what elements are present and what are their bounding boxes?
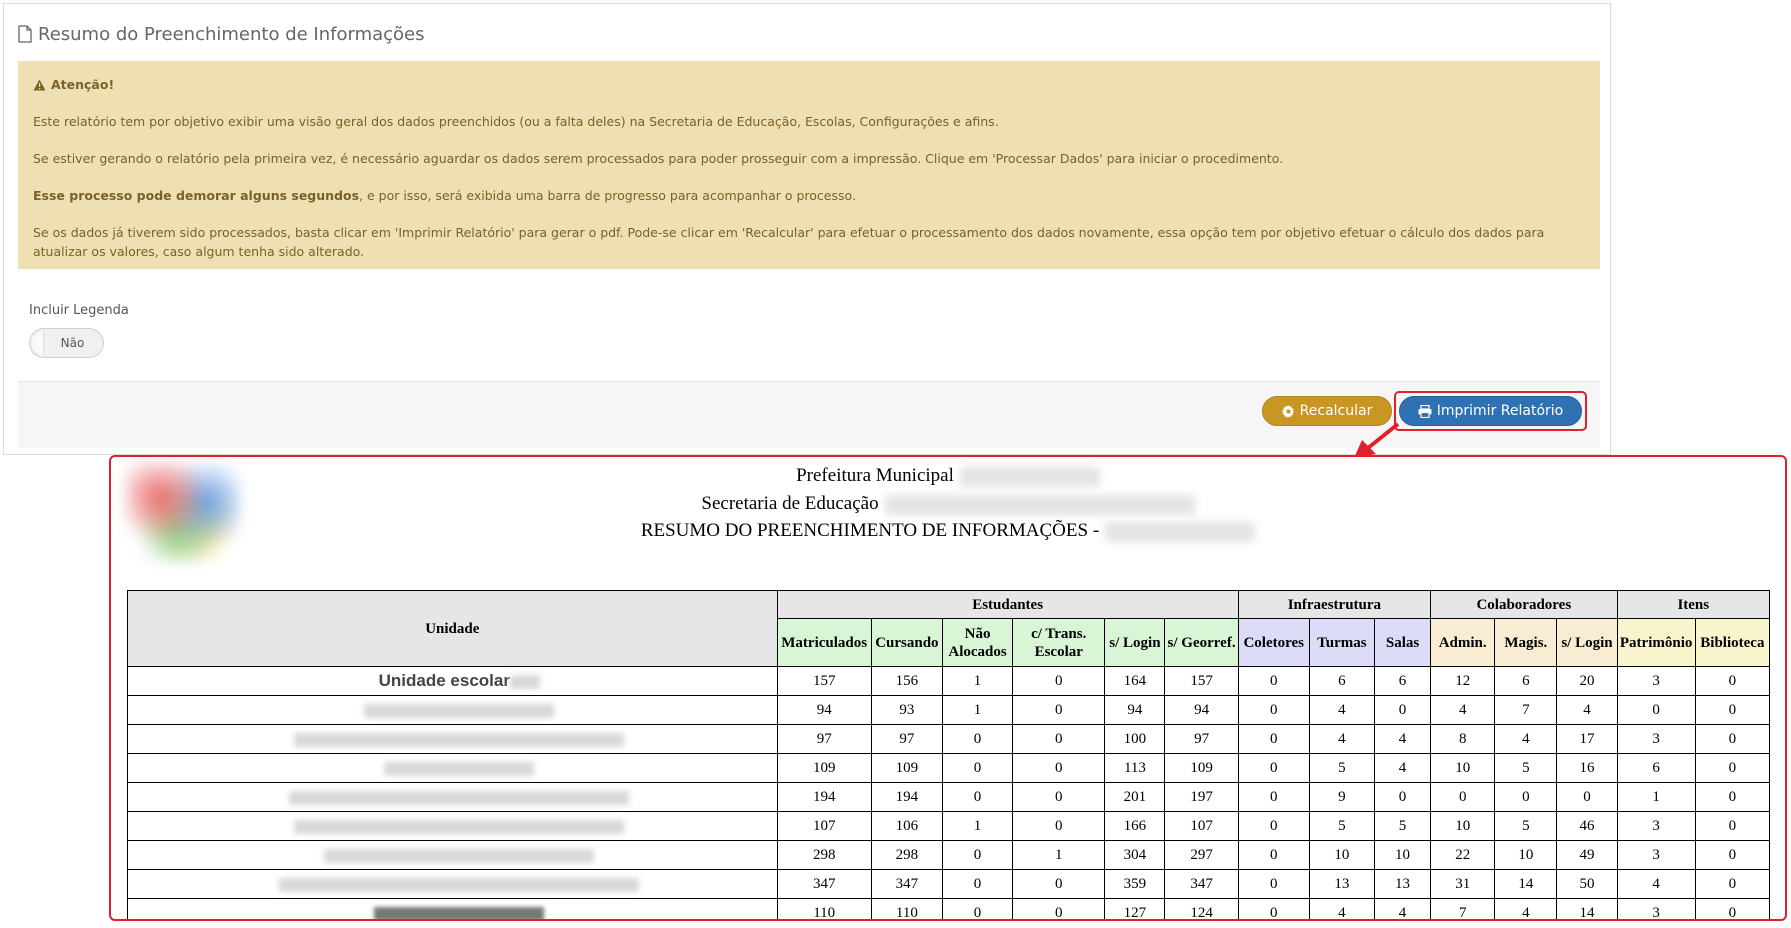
- table-cell: 109: [777, 754, 871, 783]
- table-cell: 347: [871, 870, 942, 899]
- table-cell: 10: [1431, 754, 1495, 783]
- table-cell: 0: [1695, 870, 1769, 899]
- report-header-prefeitura: [111, 465, 1785, 487]
- table-cell: 5: [1495, 754, 1557, 783]
- col-matriculados: Matriculados: [777, 619, 871, 667]
- file-icon: [18, 25, 32, 43]
- redacted-text: [960, 467, 1100, 487]
- table-cell: 156: [871, 667, 942, 696]
- table-cell: 166: [1105, 812, 1165, 841]
- col-salas: Salas: [1374, 619, 1430, 667]
- table-cell: 4: [1495, 899, 1557, 922]
- table-cell: 14: [1557, 899, 1617, 922]
- table-cell: 304: [1105, 841, 1165, 870]
- col-cursando: Cursando: [871, 619, 942, 667]
- table-cell: 6: [1309, 667, 1374, 696]
- table-cell: 0: [1431, 783, 1495, 812]
- table-cell: 194: [777, 783, 871, 812]
- unit-name-cell: [128, 899, 778, 922]
- table-cell: 297: [1165, 841, 1238, 870]
- unit-name-cell: [128, 812, 778, 841]
- alert-paragraph-1: Este relatório tem por objetivo exibir uma visão geral dos dados preenchidos (ou a falta deles) na Secretaria de Educação, Escolas, Configurações e afins.: [33, 114, 999, 129]
- table-cell: 16: [1557, 754, 1617, 783]
- recalculate-label: Recalcular: [1299, 403, 1373, 419]
- unit-name-cell: [128, 725, 778, 754]
- table-row: [128, 870, 1770, 899]
- col-unidade: Unidade: [128, 591, 778, 667]
- report-header-secretaria: [111, 493, 1785, 515]
- table-cell: 22: [1431, 841, 1495, 870]
- table-cell: 5: [1495, 812, 1557, 841]
- table-cell: 107: [1165, 812, 1238, 841]
- summary-panel: [3, 3, 1611, 455]
- table-cell: 113: [1105, 754, 1165, 783]
- table-cell: 347: [1165, 870, 1238, 899]
- table-cell: 197: [1165, 783, 1238, 812]
- alert-paragraph-3-rest: , e por isso, será exibida uma barra de progresso para acompanhar o processo.: [359, 188, 856, 203]
- redacted-text: [885, 495, 1195, 515]
- table-cell: 0: [1238, 667, 1309, 696]
- table-cell: 5: [1309, 754, 1374, 783]
- table-cell: 5: [1309, 812, 1374, 841]
- table-row: [128, 783, 1770, 812]
- table-cell: 0: [1013, 696, 1105, 725]
- unit-name-cell: [128, 667, 778, 696]
- alert-paragraph-2: Se estiver gerando o relatório pela primeira vez, é necessário aguardar os dados serem processados para poder prosseguir com a impressão. Clique em 'Processar Dados' para iniciar o procedimento.: [33, 151, 1284, 166]
- report-preview: [109, 455, 1787, 921]
- table-cell: 194: [871, 783, 942, 812]
- redacted-text: [510, 675, 540, 689]
- table-cell: 0: [1013, 783, 1105, 812]
- table-cell: 0: [1238, 812, 1309, 841]
- table-cell: 0: [1695, 783, 1769, 812]
- warning-icon: [33, 79, 46, 91]
- table-cell: 157: [777, 667, 871, 696]
- table-cell: 127: [1105, 899, 1165, 922]
- table-cell: 109: [871, 754, 942, 783]
- unit-name: Unidade escolar: [378, 671, 510, 690]
- table-row: [128, 725, 1770, 754]
- table-cell: 17: [1557, 725, 1617, 754]
- table-cell: 0: [1013, 899, 1105, 922]
- col-nao-alocados: Não Alocados: [942, 619, 1012, 667]
- table-cell: 0: [1013, 870, 1105, 899]
- table-cell: 4: [1374, 899, 1430, 922]
- col-s-login-estudantes: s/ Login: [1105, 619, 1165, 667]
- attention-alert: [18, 61, 1600, 269]
- table-cell: 94: [1105, 696, 1165, 725]
- table-cell: 164: [1105, 667, 1165, 696]
- panel-title-text: Resumo do Preenchimento de Informações: [38, 23, 425, 45]
- table-cell: 14: [1495, 870, 1557, 899]
- table-cell: 4: [1309, 696, 1374, 725]
- summary-table-body: [128, 667, 1770, 922]
- table-cell: 100: [1105, 725, 1165, 754]
- table-row: [128, 899, 1770, 922]
- table-cell: 46: [1557, 812, 1617, 841]
- table-cell: 0: [1013, 812, 1105, 841]
- table-cell: 3: [1617, 725, 1695, 754]
- table-cell: 0: [1557, 783, 1617, 812]
- table-cell: 0: [1374, 783, 1430, 812]
- table-cell: 124: [1165, 899, 1238, 922]
- table-row: [128, 841, 1770, 870]
- table-cell: 9: [1309, 783, 1374, 812]
- table-cell: 106: [871, 812, 942, 841]
- table-cell: 0: [1238, 841, 1309, 870]
- table-cell: 97: [777, 725, 871, 754]
- table-cell: 298: [871, 841, 942, 870]
- table-cell: 0: [942, 783, 1012, 812]
- table-cell: 1: [942, 696, 1012, 725]
- alert-paragraph-3: [33, 186, 1585, 205]
- table-cell: 12: [1431, 667, 1495, 696]
- table-cell: 0: [1013, 667, 1105, 696]
- redacted-text: [364, 704, 554, 718]
- group-infraestrutura: Infraestrutura: [1238, 591, 1430, 619]
- table-cell: 0: [1695, 812, 1769, 841]
- table-cell: 0: [1695, 899, 1769, 922]
- table-cell: 6: [1495, 667, 1557, 696]
- group-itens: Itens: [1617, 591, 1769, 619]
- table-row: [128, 667, 1770, 696]
- col-s-login-colaboradores: s/ Login: [1557, 619, 1617, 667]
- table-cell: 347: [777, 870, 871, 899]
- include-legend-toggle[interactable]: [29, 328, 104, 358]
- table-cell: 1: [942, 667, 1012, 696]
- table-cell: 107: [777, 812, 871, 841]
- table-cell: 93: [871, 696, 942, 725]
- col-trans-escolar: c/ Trans. Escolar: [1013, 619, 1105, 667]
- table-cell: 7: [1495, 696, 1557, 725]
- table-cell: 1: [1013, 841, 1105, 870]
- table-cell: 1: [942, 812, 1012, 841]
- table-cell: 3: [1617, 899, 1695, 922]
- table-cell: 0: [942, 754, 1012, 783]
- table-cell: 0: [1238, 696, 1309, 725]
- table-cell: 13: [1309, 870, 1374, 899]
- report-header-secretaria-text: Secretaria de Educação: [701, 493, 879, 514]
- redacted-text: [294, 733, 624, 747]
- table-cell: 4: [1309, 899, 1374, 922]
- table-cell: 201: [1105, 783, 1165, 812]
- table-cell: 0: [1238, 725, 1309, 754]
- table-cell: 110: [777, 899, 871, 922]
- table-cell: 1: [1617, 783, 1695, 812]
- table-cell: 0: [1695, 841, 1769, 870]
- table-cell: 5: [1374, 812, 1430, 841]
- table-cell: 0: [1238, 783, 1309, 812]
- unit-name-cell: [128, 754, 778, 783]
- table-cell: 110: [871, 899, 942, 922]
- col-coletores: Coletores: [1238, 619, 1309, 667]
- print-report-button[interactable]: [1399, 396, 1582, 426]
- table-cell: 0: [1617, 696, 1695, 725]
- table-cell: 10: [1431, 812, 1495, 841]
- table-cell: 0: [942, 841, 1012, 870]
- report-header-title: [111, 520, 1785, 542]
- col-turmas: Turmas: [1309, 619, 1374, 667]
- col-patrimonio: Patrimônio: [1617, 619, 1695, 667]
- col-magis: Magis.: [1495, 619, 1557, 667]
- table-cell: 97: [871, 725, 942, 754]
- table-cell: 4: [1557, 696, 1617, 725]
- col-biblioteca: Biblioteca: [1695, 619, 1769, 667]
- table-cell: 97: [1165, 725, 1238, 754]
- table-cell: 157: [1165, 667, 1238, 696]
- table-cell: 10: [1374, 841, 1430, 870]
- alert-paragraph-3-bold: Esse processo pode demorar alguns segundos: [33, 188, 360, 203]
- redacted-text: [289, 791, 629, 805]
- table-cell: 3: [1617, 667, 1695, 696]
- table-cell: 10: [1495, 841, 1557, 870]
- redacted-text: [279, 878, 639, 892]
- unit-name-cell: [128, 696, 778, 725]
- table-cell: 0: [1238, 870, 1309, 899]
- table-cell: 0: [942, 899, 1012, 922]
- unit-name-cell: [128, 870, 778, 899]
- redacted-text: [384, 762, 534, 776]
- table-cell: 359: [1105, 870, 1165, 899]
- summary-table: [127, 590, 1770, 921]
- toggle-value: Não: [60, 336, 85, 350]
- alert-heading: [33, 75, 1585, 94]
- redacted-text: [294, 820, 624, 834]
- alert-heading-text: Atenção!: [51, 77, 115, 92]
- table-cell: 0: [1238, 754, 1309, 783]
- table-cell: 7: [1431, 899, 1495, 922]
- table-cell: 49: [1557, 841, 1617, 870]
- table-row: [128, 812, 1770, 841]
- table-cell: 10: [1309, 841, 1374, 870]
- table-cell: 0: [1238, 899, 1309, 922]
- table-row: [128, 696, 1770, 725]
- unit-name-cell: [128, 841, 778, 870]
- table-cell: 6: [1374, 667, 1430, 696]
- table-cell: 0: [1695, 754, 1769, 783]
- table-cell: 0: [942, 725, 1012, 754]
- table-cell: 94: [777, 696, 871, 725]
- table-cell: 0: [1695, 696, 1769, 725]
- table-cell: 0: [942, 870, 1012, 899]
- table-cell: 31: [1431, 870, 1495, 899]
- printer-icon: [1418, 405, 1432, 418]
- table-cell: 6: [1617, 754, 1695, 783]
- alert-paragraph-4: Se os dados já tiverem sido processados, basta clicar em 'Imprimir Relatório' para gerar o pdf. Pode-se clicar em 'Recalcular' para efetuar o processamento dos dados novamente, essa opção tem por objetivo efetuar o cálculo dos dados para atualizar os valores, caso algum tenha sido alterado.: [33, 225, 1545, 259]
- table-cell: 4: [1431, 696, 1495, 725]
- table-cell: 94: [1165, 696, 1238, 725]
- col-s-georref: s/ Georref.: [1165, 619, 1238, 667]
- table-cell: 3: [1617, 841, 1695, 870]
- col-admin: Admin.: [1431, 619, 1495, 667]
- table-cell: 4: [1374, 725, 1430, 754]
- report-header-title-text: RESUMO DO PREENCHIMENTO DE INFORMAÇÕES -: [640, 520, 1100, 541]
- report-header-prefeitura-text: Prefeitura Municipal: [796, 465, 954, 486]
- table-cell: 4: [1617, 870, 1695, 899]
- table-row: [128, 754, 1770, 783]
- table-cell: 8: [1431, 725, 1495, 754]
- redacted-text: [1105, 522, 1255, 542]
- redacted-text: [324, 849, 594, 863]
- table-cell: 4: [1309, 725, 1374, 754]
- table-cell: 20: [1557, 667, 1617, 696]
- table-cell: 3: [1617, 812, 1695, 841]
- table-cell: 298: [777, 841, 871, 870]
- table-cell: 0: [1013, 725, 1105, 754]
- panel-title: [18, 20, 425, 48]
- unit-name-cell: [128, 783, 778, 812]
- table-cell: 0: [1495, 783, 1557, 812]
- table-cell: 13: [1374, 870, 1430, 899]
- table-cell: 0: [1374, 696, 1430, 725]
- group-estudantes: Estudantes: [777, 591, 1238, 619]
- print-report-label: Imprimir Relatório: [1436, 403, 1564, 419]
- table-cell: 4: [1495, 725, 1557, 754]
- table-cell: 0: [1695, 725, 1769, 754]
- redacted-text: [374, 907, 544, 921]
- table-cell: 109: [1165, 754, 1238, 783]
- include-legend-label: Incluir Legenda: [29, 303, 129, 318]
- table-cell: 0: [1695, 667, 1769, 696]
- group-colaboradores: Colaboradores: [1431, 591, 1617, 619]
- table-cell: 4: [1374, 754, 1430, 783]
- table-cell: 50: [1557, 870, 1617, 899]
- table-cell: 0: [1013, 754, 1105, 783]
- gear-icon: [1282, 405, 1295, 418]
